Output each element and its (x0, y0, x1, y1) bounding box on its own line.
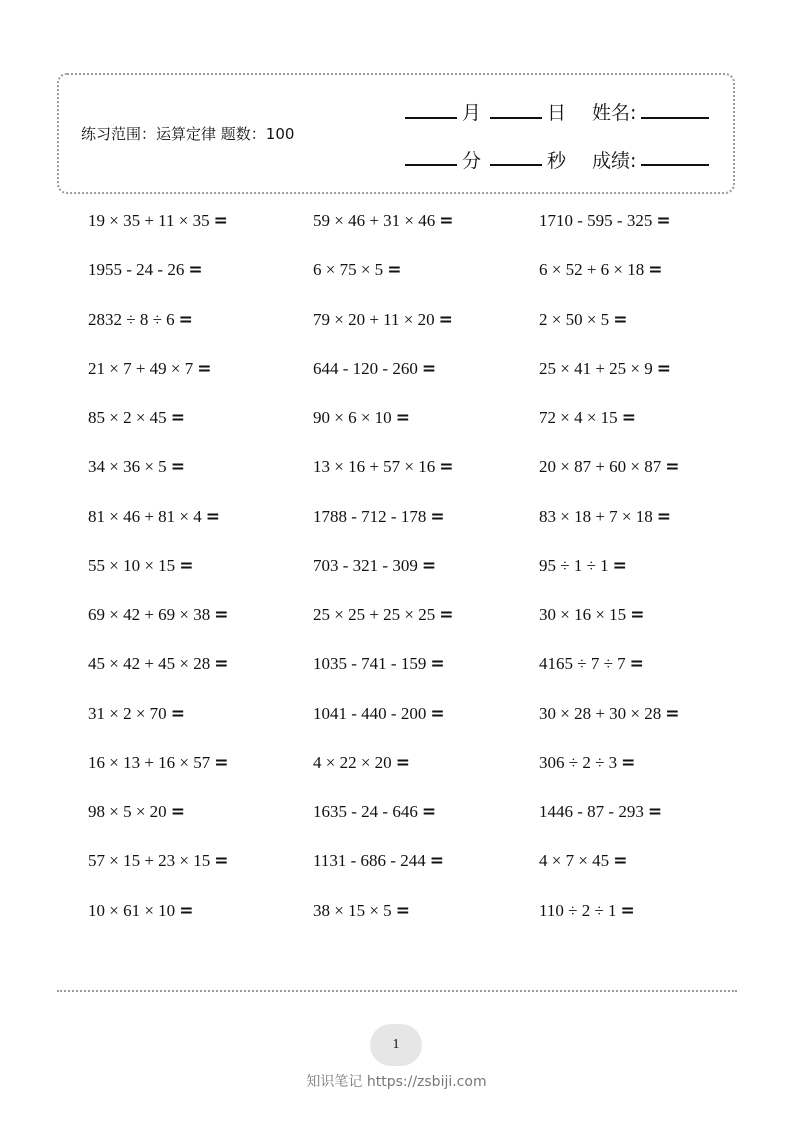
problem-item (539, 310, 627, 330)
problem-item (88, 802, 185, 822)
problem-item (313, 310, 453, 330)
problem-expression: 38 × 15 × 5 (313, 901, 392, 920)
problem-expression: 644 - 120 - 260 (313, 359, 418, 378)
problem-item (313, 507, 445, 527)
time-score-row (405, 146, 715, 176)
watermark-text: 知识笔记 https://zsbiji.com (306, 1074, 487, 1090)
problem-expression: 98 × 5 × 20 (88, 802, 167, 821)
problem-item (88, 507, 220, 527)
day-label: 日 (547, 102, 567, 124)
problem-expression: 10 × 61 × 10 (88, 901, 176, 920)
equals-sign: = (439, 211, 454, 231)
problem-expression: 79 × 20 + 11 × 20 (313, 310, 435, 329)
problem-item (88, 408, 185, 428)
problem-expression: 30 × 28 + 30 × 28 (539, 704, 662, 723)
problem-item (539, 901, 635, 921)
problem-item (313, 457, 454, 477)
problem-item (539, 556, 627, 576)
problem-item (313, 211, 454, 231)
problem-item (88, 310, 193, 330)
equals-sign: = (170, 802, 185, 822)
problem-expression: 57 × 15 + 23 × 15 (88, 851, 211, 870)
equals-sign: = (430, 507, 445, 527)
problem-item (313, 901, 410, 921)
equals-sign: = (439, 457, 454, 477)
problem-item (539, 457, 680, 477)
equals-sign: = (170, 457, 185, 477)
problem-item (539, 359, 671, 379)
problem-item (88, 457, 185, 477)
problem-item (539, 654, 644, 674)
equals-sign: = (430, 654, 445, 674)
minute-label: 分 (462, 150, 482, 172)
equals-sign: = (656, 211, 671, 231)
equals-sign: = (647, 802, 663, 822)
equals-sign: = (656, 359, 672, 379)
equals-sign: = (170, 408, 185, 428)
equals-sign: = (621, 753, 636, 773)
equals-sign: = (439, 605, 454, 625)
second-label: 秒 (547, 150, 567, 172)
problem-item (313, 654, 445, 674)
problem-item (539, 704, 680, 724)
problem-expression: 55 × 10 × 15 (88, 556, 176, 575)
equals-sign: = (188, 260, 203, 280)
equals-sign: = (421, 556, 437, 576)
problem-expression: 95 ÷ 1 ÷ 1 (539, 556, 609, 575)
equals-sign: = (179, 556, 194, 576)
problem-item (539, 753, 635, 773)
problem-expression: 21 × 7 + 49 × 7 (88, 359, 194, 378)
problem-expression: 2 × 50 × 5 (539, 310, 610, 329)
equals-sign: = (421, 359, 437, 379)
problem-expression: 83 × 18 + 7 × 18 (539, 507, 653, 526)
problem-expression: 25 × 25 + 25 × 25 (313, 605, 436, 624)
problem-item (539, 260, 663, 280)
problem-item (88, 211, 228, 231)
problem-item (88, 359, 212, 379)
equals-sign: = (170, 704, 185, 724)
problem-item (313, 359, 436, 379)
score-blank[interactable] (641, 164, 709, 166)
problem-expression: 1041 - 440 - 200 (313, 704, 427, 723)
problem-expression: 85 × 2 × 45 (88, 408, 167, 427)
equals-sign: = (613, 851, 628, 871)
problem-item (313, 704, 445, 724)
problem-expression: 25 × 41 + 25 × 9 (539, 359, 653, 378)
problem-item (88, 556, 193, 576)
problem-expression: 16 × 13 + 16 × 57 (88, 753, 211, 772)
page-number-badge: 1 (370, 1024, 422, 1066)
month-blank[interactable] (405, 117, 457, 119)
equals-sign: = (395, 901, 410, 921)
problem-expression: 1710 - 595 - 325 (539, 211, 653, 230)
problem-expression: 1035 - 741 - 159 (313, 654, 427, 673)
problem-item (313, 556, 436, 576)
problem-item (88, 704, 185, 724)
equals-sign: = (214, 851, 229, 871)
problem-expression: 703 - 321 - 309 (313, 556, 418, 575)
problem-item (313, 260, 401, 280)
problem-expression: 110 ÷ 2 ÷ 1 (539, 901, 617, 920)
problem-item (313, 753, 410, 773)
equals-sign: = (214, 753, 229, 773)
problem-expression: 306 ÷ 2 ÷ 3 (539, 753, 618, 772)
problem-item (88, 901, 193, 921)
equals-sign: = (620, 901, 635, 921)
problem-item (313, 408, 410, 428)
equals-sign: = (179, 901, 194, 921)
problem-item (539, 408, 636, 428)
equals-sign: = (214, 605, 229, 625)
equals-sign: = (178, 310, 193, 330)
equals-sign: = (197, 359, 212, 379)
problem-expression: 20 × 87 + 60 × 87 (539, 457, 662, 476)
minute-blank[interactable] (405, 164, 457, 166)
problem-item (88, 605, 229, 625)
problem-item (88, 851, 229, 871)
problem-expression: 72 × 4 × 15 (539, 408, 618, 427)
footer-divider (57, 990, 737, 992)
equals-sign: = (656, 507, 672, 527)
equals-sign: = (613, 310, 628, 330)
problem-item (539, 605, 644, 625)
equals-sign: = (421, 802, 437, 822)
equals-sign: = (612, 556, 627, 576)
problem-item (539, 507, 671, 527)
equals-sign: = (430, 704, 445, 724)
problem-item (88, 260, 203, 280)
problem-expression: 90 × 6 × 10 (313, 408, 392, 427)
equals-sign: = (395, 408, 410, 428)
problem-item (313, 851, 444, 871)
problem-expression: 6 × 75 × 5 (313, 260, 384, 279)
problem-item (539, 851, 627, 871)
equals-sign: = (395, 753, 410, 773)
problem-expression: 1955 - 24 - 26 (88, 260, 185, 279)
practice-scope: 练习范围：运算定律 题数：100 (81, 125, 295, 143)
problem-expression: 81 × 46 + 81 × 4 (88, 507, 202, 526)
problem-expression: 59 × 46 + 31 × 46 (313, 211, 436, 230)
equals-sign: = (205, 507, 221, 527)
problem-expression: 1635 - 24 - 646 (313, 802, 418, 821)
equals-sign: = (665, 457, 680, 477)
equals-sign: = (648, 260, 663, 280)
day-blank[interactable] (490, 117, 542, 119)
problem-item (88, 753, 229, 773)
equals-sign: = (429, 851, 444, 871)
equals-sign: = (213, 211, 228, 231)
problem-item (88, 654, 229, 674)
problem-expression: 30 × 16 × 15 (539, 605, 627, 624)
equals-sign: = (621, 408, 636, 428)
date-name-row (405, 98, 715, 128)
month-label: 月 (462, 102, 482, 124)
name-blank[interactable] (641, 117, 709, 119)
problem-expression: 2832 ÷ 8 ÷ 6 (88, 310, 175, 329)
problem-expression: 1788 - 712 - 178 (313, 507, 427, 526)
problem-item (539, 802, 662, 822)
second-blank[interactable] (490, 164, 542, 166)
problem-expression: 1446 - 87 - 293 (539, 802, 644, 821)
equals-sign: = (630, 605, 645, 625)
equals-sign: = (438, 310, 453, 330)
equals-sign: = (214, 654, 229, 674)
problem-expression: 4165 ÷ 7 ÷ 7 (539, 654, 626, 673)
score-label: 成绩: (592, 150, 637, 172)
problem-expression: 4 × 7 × 45 (539, 851, 610, 870)
equals-sign: = (665, 704, 680, 724)
problem-expression: 6 × 52 + 6 × 18 (539, 260, 645, 279)
problem-item (313, 802, 436, 822)
problem-item (539, 211, 671, 231)
problem-expression: 69 × 42 + 69 × 38 (88, 605, 211, 624)
problem-expression: 45 × 42 + 45 × 28 (88, 654, 211, 673)
problem-item (313, 605, 454, 625)
problem-expression: 31 × 2 × 70 (88, 704, 167, 723)
equals-sign: = (387, 260, 402, 280)
problem-expression: 34 × 36 × 5 (88, 457, 167, 476)
name-label: 姓名: (592, 102, 637, 124)
problem-expression: 13 × 16 + 57 × 16 (313, 457, 436, 476)
problem-expression: 4 × 22 × 20 (313, 753, 392, 772)
problem-expression: 1131 - 686 - 244 (313, 851, 426, 870)
equals-sign: = (629, 654, 644, 674)
problem-expression: 19 × 35 + 11 × 35 (88, 211, 210, 230)
